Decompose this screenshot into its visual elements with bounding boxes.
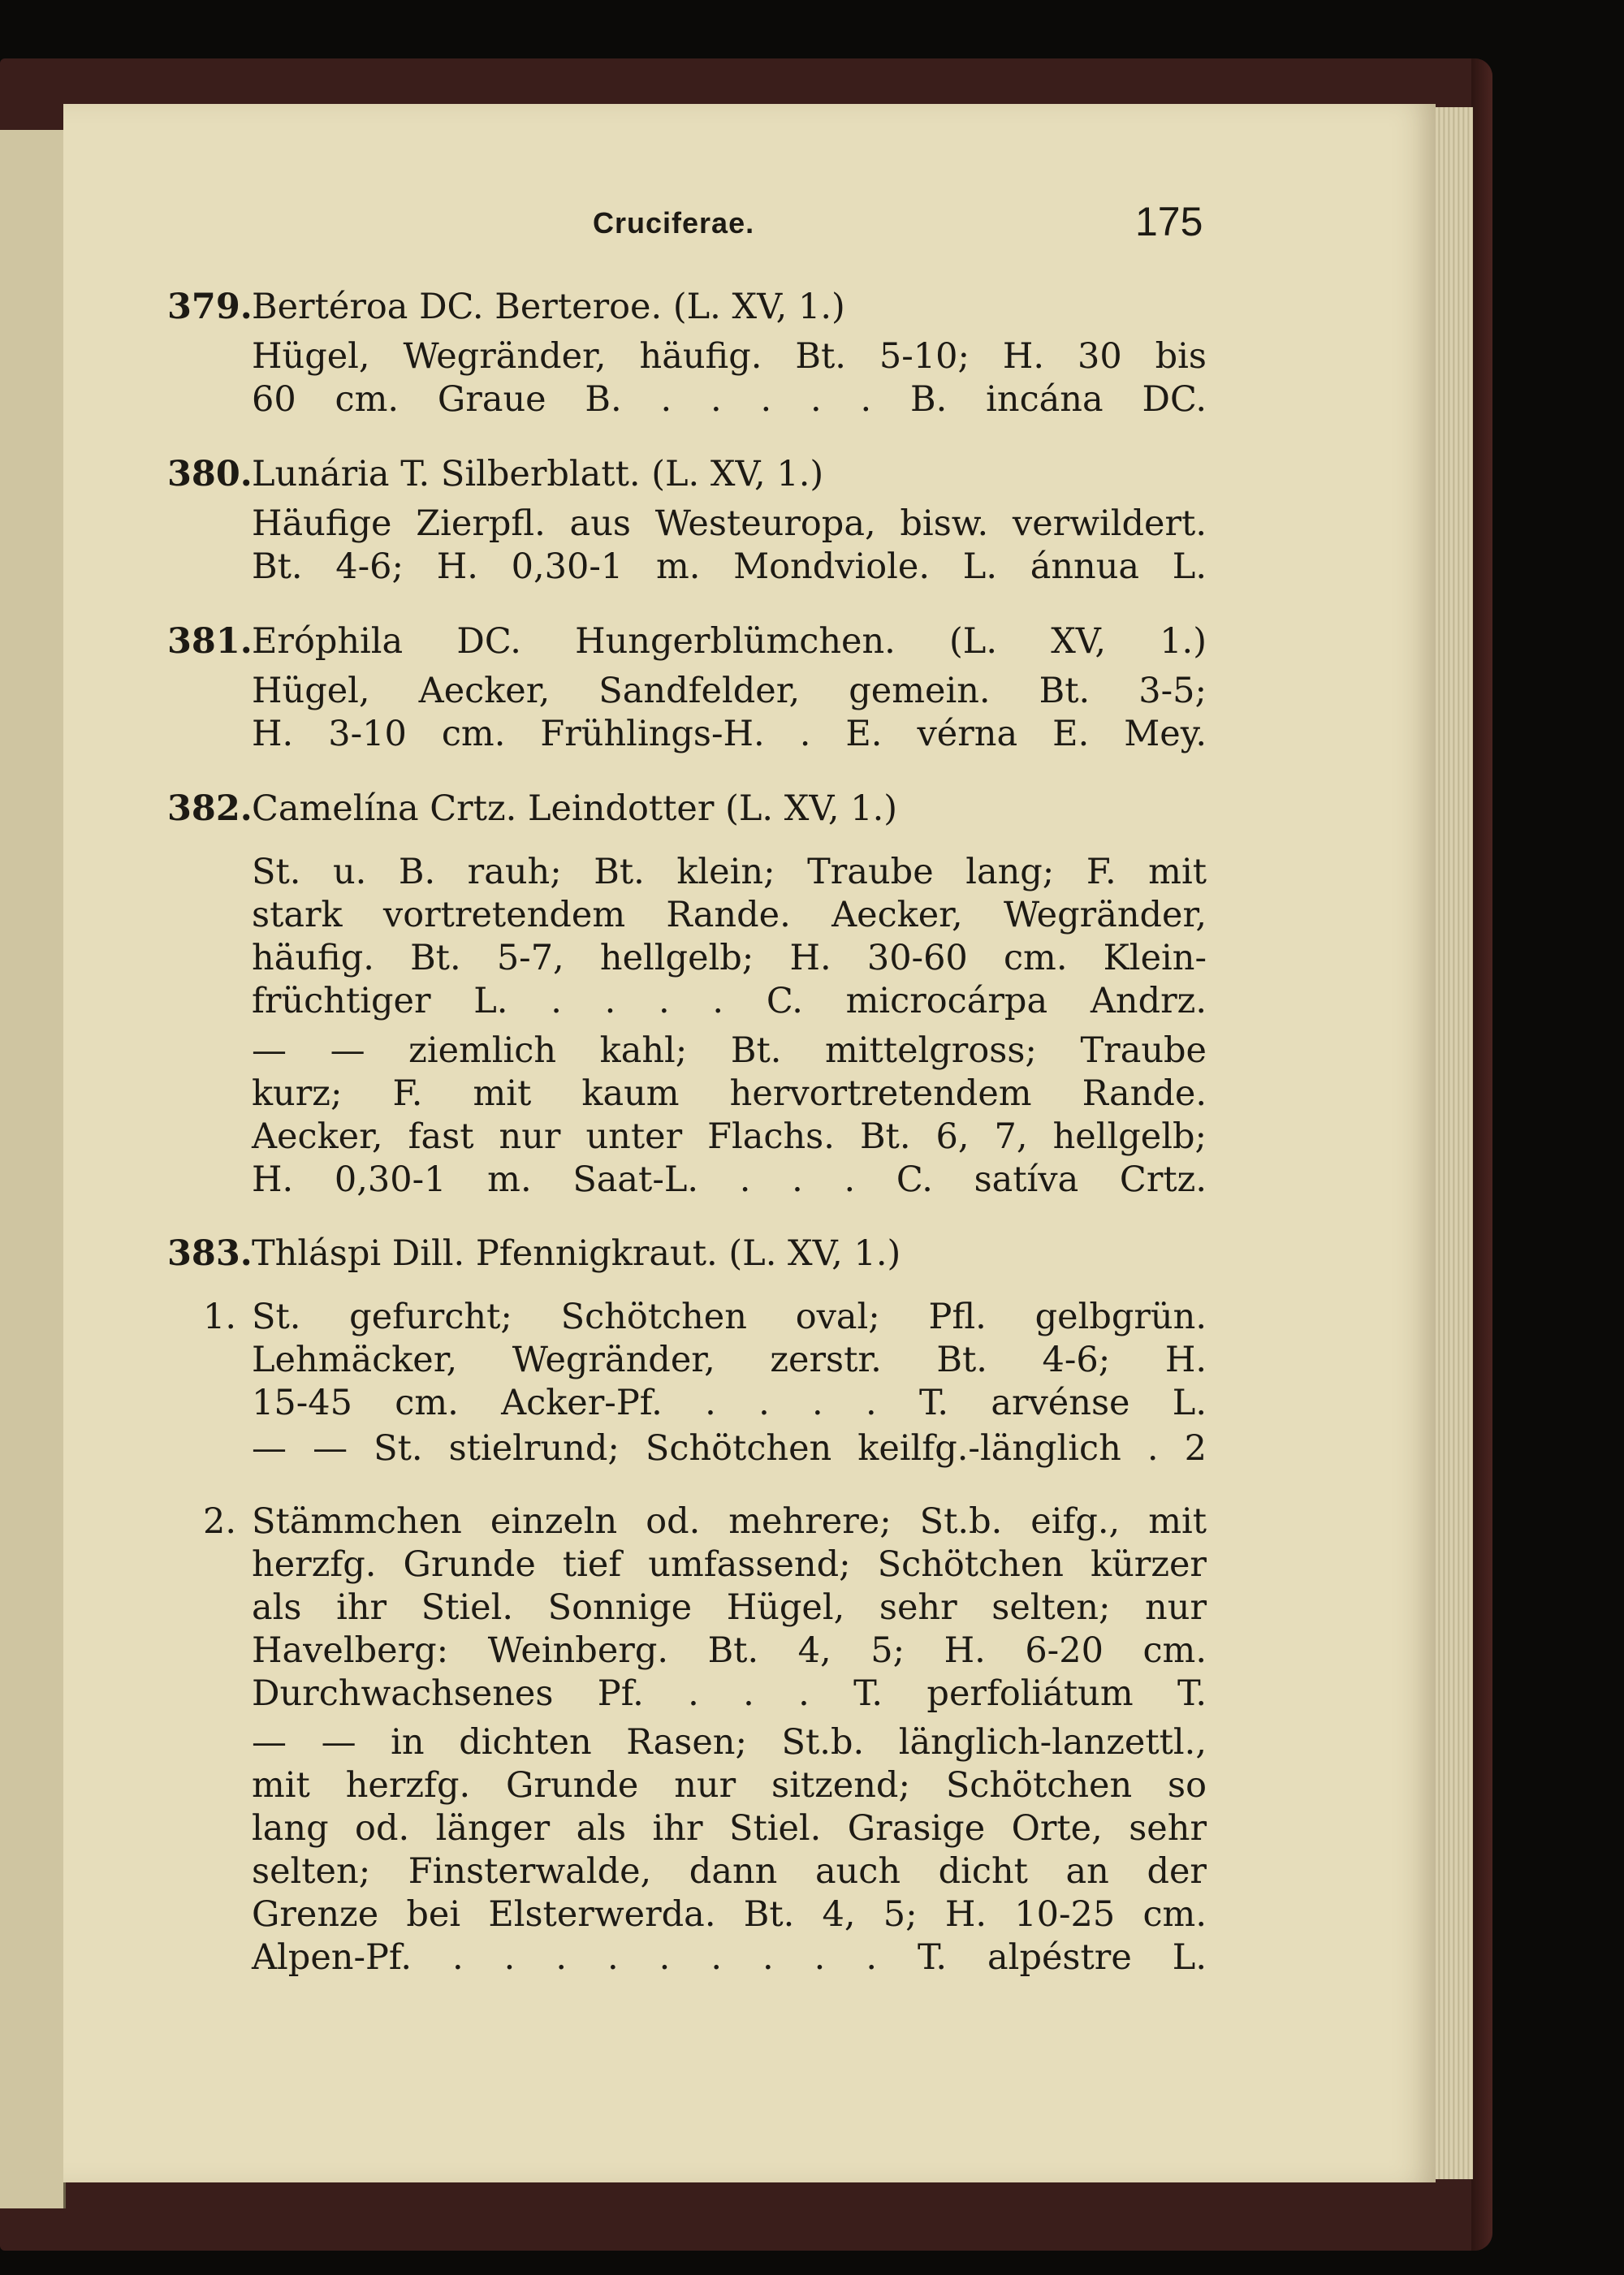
key-line: — — in dichten Rasen; St.b. länglich-lanzettl., (252, 1722, 1207, 1763)
running-title: Cruciferae. (593, 206, 755, 240)
entry-line: Häufige Zierpfl. aus Westeuropa, bisw. verwildert. (252, 503, 1207, 544)
key-line: 15-45 cm. Acker-Pf. . . . . T. arvénse L. (252, 1383, 1207, 1423)
key-line: herzfg. Grunde tief umfassend; Schötchen kürzer (252, 1544, 1207, 1585)
entry-heading: Thláspi Dill. Pfennigkraut. (L. XV, 1.) (252, 1233, 901, 1274)
key-line: als ihr Stiel. Sonnige Hügel, sehr selten; nur (252, 1587, 1207, 1628)
entry-number: 382. (167, 788, 253, 829)
key-line: Grenze bei Elsterwerda. Bt. 4, 5; H. 10-25 cm. (252, 1894, 1207, 1935)
entry-line: früchtiger L. . . . . C. microcárpa Andrz. (252, 981, 1207, 1021)
key-line: — — St. stielrund; Schötchen keilfg.-länglich . 2 (252, 1428, 1207, 1469)
entry-heading: Lunária T. Silberblatt. (L. XV, 1.) (252, 454, 824, 494)
key-number: 2. (203, 1501, 237, 1542)
entry-line: Hügel, Wegränder, häufig. Bt. 5-10; H. 30 bis (252, 336, 1207, 377)
entry-line: stark vortretendem Rande. Aecker, Wegränder, (252, 895, 1207, 935)
entry-number: 380. (167, 454, 253, 494)
entry-line: kurz; F. mit kaum hervortretendem Rande. (252, 1073, 1207, 1114)
key-line: Alpen-Pf. . . . . . . . . . T. alpéstre L. (252, 1937, 1207, 1978)
key-line: Stämmchen einzeln od. mehrere; St.b. eifg., mit (252, 1501, 1207, 1542)
entry-line: St. u. B. rauh; Bt. klein; Traube lang; F. mit (252, 852, 1207, 892)
key-number: 1. (203, 1297, 237, 1337)
entry-heading: Bertéroa DC. Berteroe. (L. XV, 1.) (252, 287, 845, 327)
key-line: St. gefurcht; Schötchen oval; Pfl. gelbgrün. (252, 1297, 1207, 1337)
entry-line: Bt. 4-6; H. 0,30-1 m. Mondviole. L. ánnua L. (252, 546, 1207, 587)
page-number: 175 (1135, 199, 1203, 244)
key-line: Durchwachsenes Pf. . . . T. perfoliátum T. (252, 1673, 1207, 1714)
key-line: mit herzfg. Grunde nur sitzend; Schötchen so (252, 1765, 1207, 1806)
key-line: Havelberg: Weinberg. Bt. 4, 5; H. 6-20 cm. (252, 1630, 1207, 1671)
entry-line: häufig. Bt. 5-7, hellgelb; H. 30-60 cm. Klein- (252, 938, 1207, 978)
entry-line: 60 cm. Graue B. . . . . . B. incána DC. (252, 379, 1207, 420)
key-line: Lehmäcker, Wegränder, zerstr. Bt. 4-6; H. (252, 1340, 1207, 1380)
entry-heading: Camelína Crtz. Leindotter (L. XV, 1.) (252, 788, 898, 829)
entry-line: — — ziemlich kahl; Bt. mittelgross; Traube (252, 1030, 1207, 1071)
entry-number: 381. (167, 621, 253, 662)
entry-number: 379. (167, 287, 253, 327)
key-line: selten; Finsterwalde, dann auch dicht an der (252, 1851, 1207, 1892)
entry-line: H. 0,30-1 m. Saat-L. . . . C. satíva Crtz. (252, 1159, 1207, 1200)
entry-number: 383. (167, 1233, 253, 1274)
entry-heading: Eróphila DC. Hungerblümchen. (L. XV, 1.) (252, 621, 1207, 662)
entry-line: H. 3-10 cm. Frühlings-H. . E. vérna E. Mey. (252, 714, 1207, 754)
entry-line: Hügel, Aecker, Sandfelder, gemein. Bt. 3-5; (252, 671, 1207, 711)
key-line: lang od. länger als ihr Stiel. Grasige Orte, sehr (252, 1808, 1207, 1849)
entry-line: Aecker, fast nur unter Flachs. Bt. 6, 7, hellgelb; (252, 1116, 1207, 1157)
